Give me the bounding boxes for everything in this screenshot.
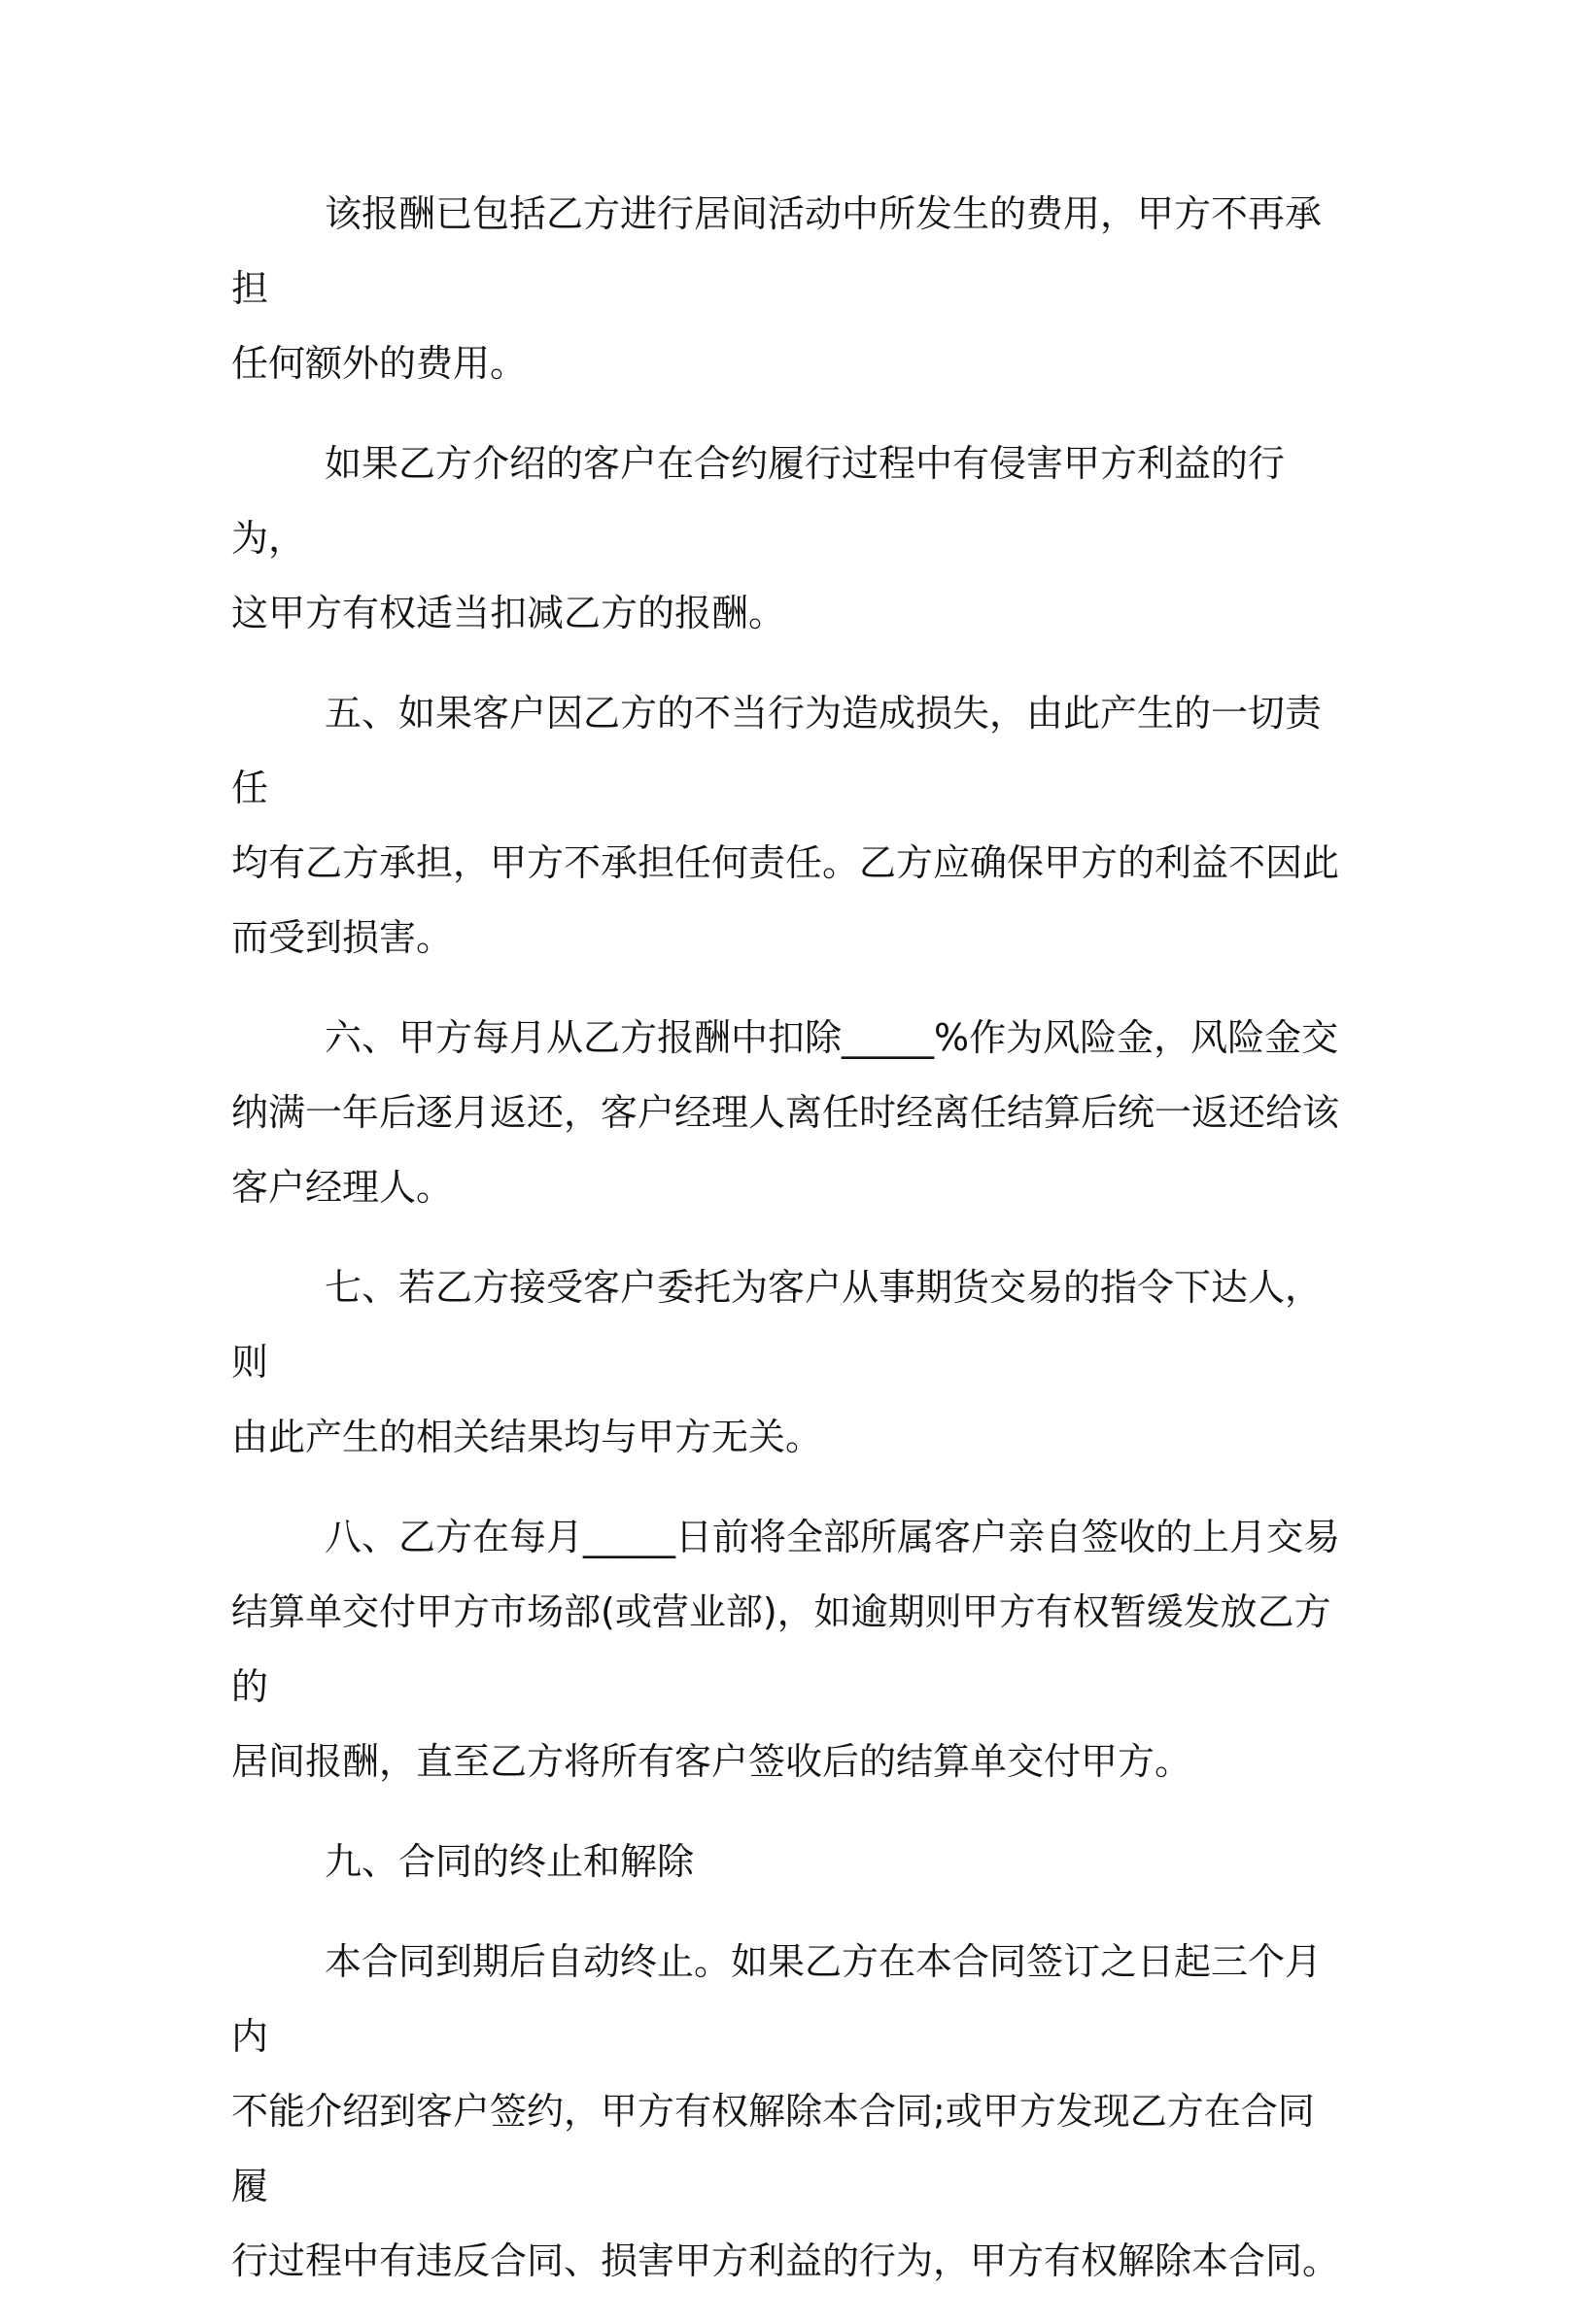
paragraph bbox=[231, 177, 1349, 401]
paragraph bbox=[231, 1500, 1349, 1799]
paragraph-line: 由此产生的相关结果均与甲方无关。 bbox=[231, 1416, 823, 1458]
paragraph-line: 客户经理人。 bbox=[231, 1166, 454, 1209]
paragraph bbox=[231, 427, 1349, 651]
paragraph-line: 六、甲方每月从乙方报酬中扣除_____%作为风险金，风险金交 bbox=[325, 1016, 1339, 1059]
paragraph-line: 不能介绍到客户签约，甲方有权解除本合同;或甲方发现乙方在合同履 bbox=[231, 2090, 1315, 2207]
paragraph bbox=[231, 1925, 1349, 2299]
paragraph bbox=[231, 1250, 1349, 1475]
paragraph-line: 七、若乙方接受客户委托为客户从事期货交易的指令下达人，则 bbox=[231, 1266, 1323, 1384]
paragraph bbox=[231, 1825, 1349, 1899]
paragraph bbox=[231, 676, 1349, 975]
paragraph-line: 本合同到期后自动终止。如果乙方在本合同签订之日起三个月内 bbox=[231, 1940, 1323, 2058]
paragraph-line: 该报酬已包括乙方进行居间活动中所发生的费用，甲方不再承担 bbox=[231, 192, 1323, 310]
document-body bbox=[231, 177, 1349, 2324]
paragraph-line: 而受到损害。 bbox=[231, 916, 454, 959]
paragraph-line: 纳满一年后逐月返还，客户经理人离任时经离任结算后统一返还给该 bbox=[231, 1091, 1340, 1134]
paragraph-line: 均有乙方承担，甲方不承担任何责任。乙方应确保甲方的利益不因此 bbox=[231, 841, 1340, 884]
paragraph-line: 结算单交付甲方市场部(或营业部)，如逾期则甲方有权暂缓发放乙方的 bbox=[231, 1590, 1331, 1708]
paragraph-line: 如果乙方介绍的客户在合约履行过程中有侵害甲方利益的行为， bbox=[231, 442, 1286, 560]
paragraph-line: 八、乙方在每月_____日前将全部所属客户亲自签收的上月交易 bbox=[325, 1516, 1341, 1558]
paragraph-line: 九、合同的终止和解除 bbox=[325, 1840, 695, 1883]
paragraph-line: 居间报酬，直至乙方将所有客户签收后的结算单交付甲方。 bbox=[231, 1740, 1192, 1783]
paragraph bbox=[231, 1001, 1349, 1225]
paragraph-line: 行过程中有违反合同、损害甲方利益的行为，甲方有权解除本合同。 bbox=[231, 2239, 1340, 2282]
paragraph-line: 这甲方有权适当扣减乙方的报酬。 bbox=[231, 592, 786, 634]
paragraph-line: 任何额外的费用。 bbox=[231, 342, 528, 385]
paragraph-line: 五、如果客户因乙方的不当行为造成损失，由此产生的一切责任 bbox=[231, 692, 1323, 809]
